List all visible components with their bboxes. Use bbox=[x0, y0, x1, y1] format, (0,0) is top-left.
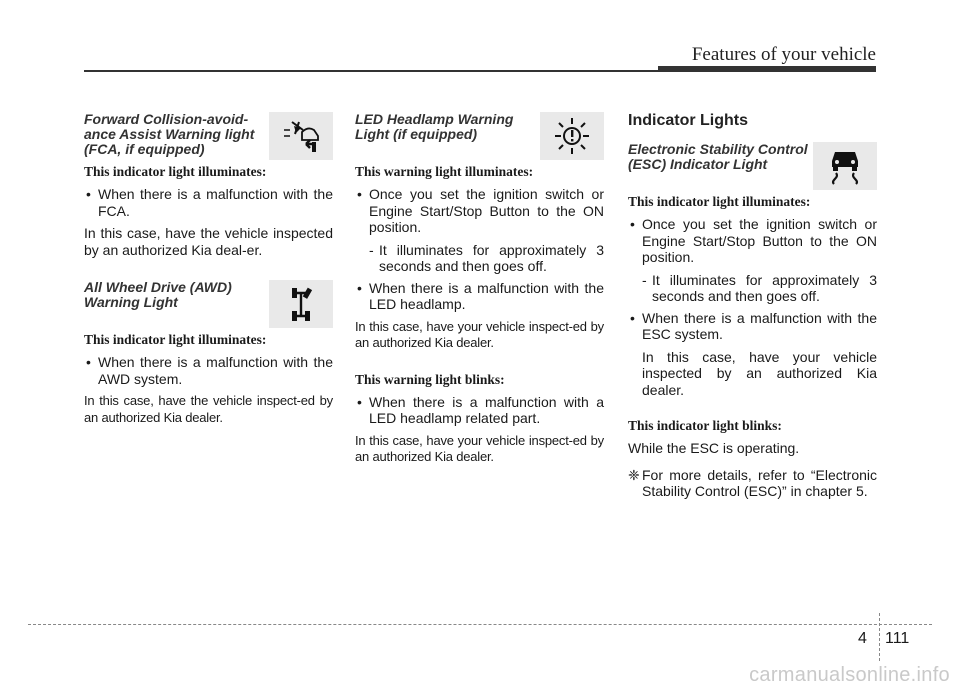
indicator-lights-heading: Indicator Lights bbox=[628, 112, 748, 129]
esc-subhead-blinks: This indicator light blinks: bbox=[628, 418, 782, 433]
esc-bullet-ignition: • Once you set the ignition switch or Engine Start/Stop Button to the ON position. bbox=[628, 216, 877, 266]
esc-dash-duration: - It illuminates for approximately 3 seconds and then goes off. bbox=[628, 272, 877, 305]
esc-title: Electronic Stability Control (ESC) Indicator Light bbox=[628, 141, 808, 172]
led-bullet-malfunction: • When there is a malfunction with the LED headlamp. bbox=[355, 280, 604, 313]
column-2 bbox=[355, 112, 604, 472]
led-title: LED Headlamp Warning Light (if equipped) bbox=[355, 111, 514, 142]
esc-subhead-illuminates: This indicator light illuminates: bbox=[628, 194, 811, 209]
led-subhead-blinks: This warning light blinks: bbox=[355, 371, 505, 387]
esc-note-text: For more details, refer to “Electronic Stability Control (ESC)” in chapter 5. bbox=[642, 466, 877, 499]
esc-bullet-malfunction bbox=[628, 310, 877, 399]
esc-indicator-icon bbox=[813, 142, 877, 190]
awd-title: All Wheel Drive (AWD) Warning Light bbox=[84, 279, 232, 310]
led-dash-duration: - It illuminates for approximately 3 seconds and then goes off. bbox=[355, 242, 604, 275]
note-mark-icon: ❈ bbox=[628, 466, 640, 483]
awd-para: In this case, have the vehicle inspect-ed by an authorized Kia dealer. bbox=[84, 393, 333, 425]
column-1 bbox=[84, 112, 333, 432]
chapter-number: 4 bbox=[858, 630, 867, 647]
fca-subhead: This indicator light illuminates: bbox=[84, 164, 267, 179]
led-para-inspect-2: In this case, have your vehicle inspect-ed by an authorized Kia dealer. bbox=[355, 432, 604, 464]
led-para-inspect: In this case, have your vehicle inspect-ed by an authorized Kia dealer. bbox=[355, 318, 604, 350]
footer-divider bbox=[879, 613, 880, 661]
footer-rule bbox=[28, 624, 932, 625]
esc-bullet-inspect-text: In this case, have your vehicle inspected by an authorized Kia dealer. bbox=[642, 348, 877, 398]
awd-subhead: This indicator light illuminates: bbox=[84, 332, 267, 347]
header-rule-accent bbox=[658, 66, 876, 72]
esc-note bbox=[628, 467, 877, 500]
awd-bullet: • When there is a malfunction with the AWD system. bbox=[84, 354, 333, 387]
led-section bbox=[355, 112, 604, 466]
fca-para: In this case, have the vehicle inspected by an authorized Kia deal-er. bbox=[84, 225, 333, 258]
esc-section bbox=[628, 142, 877, 500]
led-bullet-part: • When there is a malfunction with a LED headlamp related part. bbox=[355, 394, 604, 427]
esc-bullet-malfunction-text: When there is a malfunction with the ESC system. bbox=[642, 309, 877, 342]
fca-section bbox=[84, 112, 333, 258]
fca-title: Forward Collision-avoid-ance Assist Warning light (FCA, if equipped) bbox=[84, 111, 255, 157]
column-3 bbox=[628, 112, 877, 500]
led-subhead-illuminates: This warning light illuminates: bbox=[355, 164, 534, 179]
watermark: carmanualsonline.info bbox=[749, 664, 950, 686]
esc-para-operating: While the ESC is operating. bbox=[628, 440, 800, 456]
led-headlamp-warning-icon bbox=[540, 112, 604, 160]
led-bullet-ignition: • Once you set the ignition switch or Engine Start/Stop Button to the ON position. bbox=[355, 186, 604, 236]
fca-bullet: • When there is a malfunction with the FCA. bbox=[84, 186, 333, 219]
fca-warning-icon bbox=[269, 112, 333, 160]
awd-warning-icon bbox=[269, 280, 333, 328]
page-number: 111 bbox=[885, 630, 910, 647]
header-title: Features of your vehicle bbox=[691, 44, 876, 65]
awd-section bbox=[84, 280, 333, 426]
